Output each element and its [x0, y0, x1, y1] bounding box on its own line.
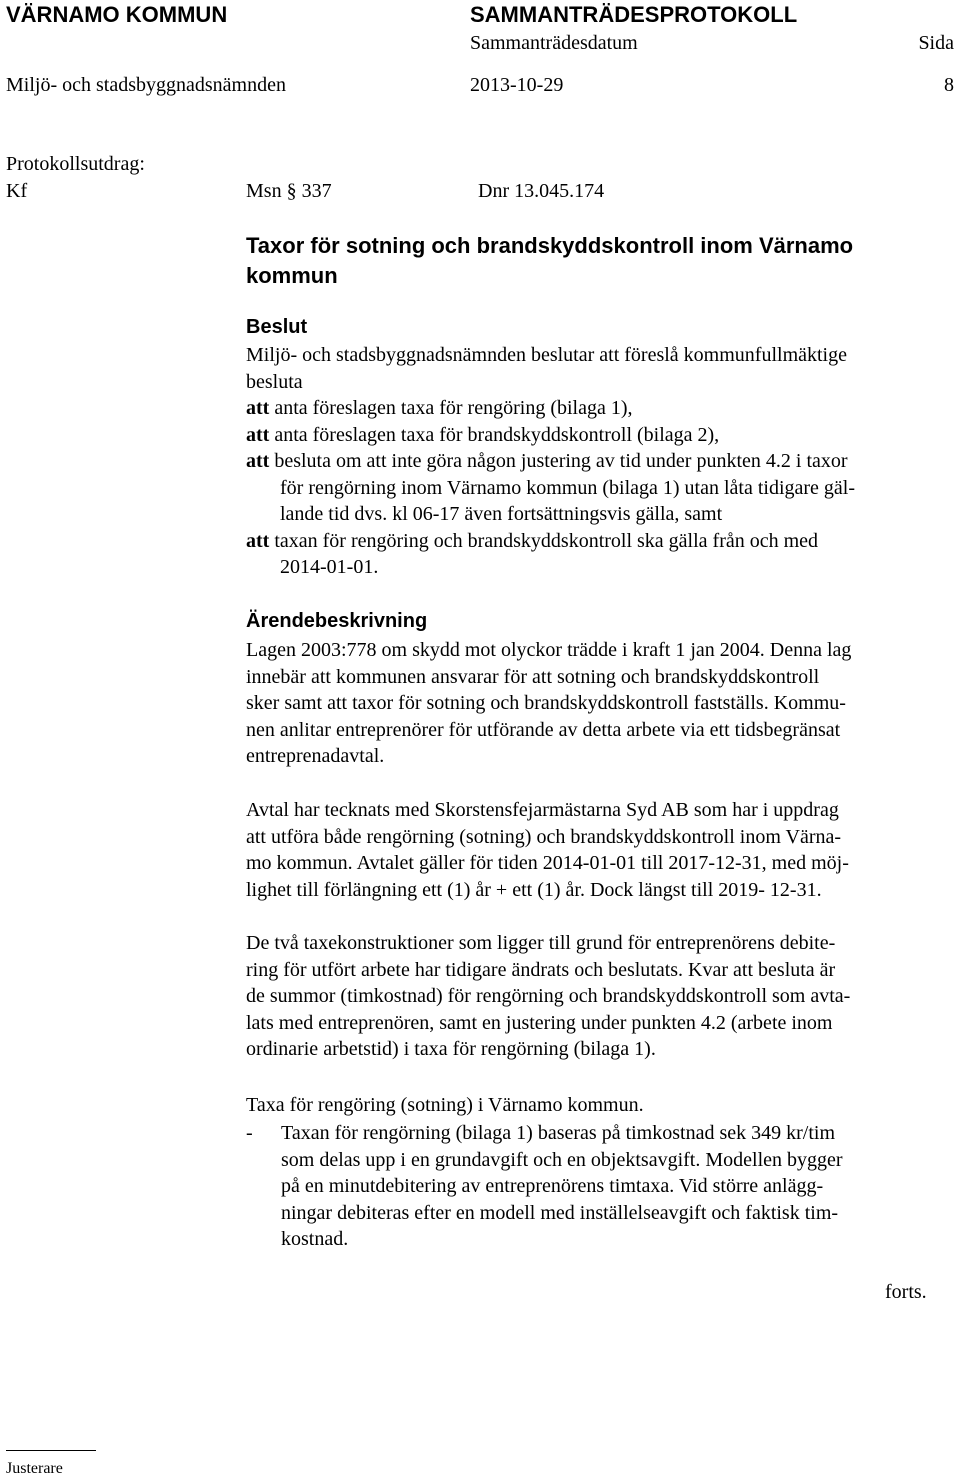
continued-marker: forts. — [885, 1281, 927, 1303]
paragraph-line: ordinarie arbetstid) i taxa för rengörning (bilaga 1). — [246, 1038, 656, 1060]
decision-item-text: taxan för rengöring och brandskyddskontroll ska gälla från och med — [274, 529, 819, 552]
footer-divider — [6, 1450, 96, 1451]
paragraph-line: Lagen 2003:778 om skydd mot olyckor trädde i kraft 1 jan 2004. Denna lag — [246, 639, 852, 661]
title-line: kommun — [246, 263, 338, 288]
bullet-line: ningar debiteras efter en modell med inställelseavgift och faktisk tim- — [281, 1201, 839, 1224]
paragraph-line: nen anlitar entreprenörer för utförande av detta arbete via ett tidsbegränsat — [246, 718, 841, 741]
meeting-date: 2013-10-29 — [470, 74, 564, 96]
decision-item-text: för rengörning inom Värnamo kommun (bilaga 1) utan låta tidigare gäl- — [280, 476, 856, 499]
description-paragraph-3 — [246, 930, 956, 1063]
description-paragraph-1 — [246, 637, 956, 770]
title-line: Taxor för sotning och brandskyddskontroll inom Värnamo — [246, 233, 854, 258]
page-label: Sida — [918, 32, 954, 54]
att-keyword: att — [246, 450, 270, 472]
signatures-label: Justerare — [6, 1460, 63, 1477]
att-keyword: att — [246, 529, 270, 552]
decision-intro: besluta — [246, 370, 303, 393]
bullet-line: Taxan för rengörning (bilaga 1) baseras på timkostnad sek 349 kr/tim — [281, 1122, 836, 1144]
paragraph-line: sker samt att taxor för sotning och brandskyddskontroll fastställs. Kommu- — [246, 692, 846, 714]
decision-item-text: anta föreslagen taxa för rengöring (bilaga 1), — [274, 397, 633, 419]
tariff-heading: Taxa för rengöring (sotning) i Värnamo kommun. — [246, 1094, 644, 1116]
decision-heading: Beslut — [246, 316, 308, 338]
extract-label: Protokollsutdrag: — [6, 153, 145, 175]
decision-intro: Miljö- och stadsbyggnadsnämnden beslutar att föreslå kommunfullmäktige — [246, 344, 847, 366]
att-keyword: att — [246, 423, 270, 446]
paragraph-number: Msn § 337 — [246, 180, 332, 202]
bullet-line: som delas upp i en grundavgift och en objektsavgift. Modellen bygger — [281, 1148, 843, 1171]
diary-number: Dnr 13.045.174 — [478, 180, 605, 202]
decision-item — [246, 528, 956, 555]
decision-item-text: lande tid dvs. kl 06-17 även fortsättningsvis gälla, samt — [280, 503, 723, 525]
description-heading: Ärendebeskrivning — [246, 610, 428, 632]
paragraph-line: mo kommun. Avtalet gäller för tiden 2014-01-01 till 2017-12-31, med möj- — [246, 852, 849, 874]
decision-item — [246, 448, 956, 475]
committee-name: Miljö- och stadsbyggnadsnämnden — [6, 74, 286, 96]
paragraph-line: innebär att kommunen ansvarar för att sotning och brandskyddskontroll — [246, 665, 820, 688]
paragraph-line: entreprenadavtal. — [246, 745, 385, 767]
meeting-date-label: Sammanträdesdatum — [470, 32, 638, 54]
bullet-line: kostnad. — [281, 1228, 349, 1250]
paragraph-line: De två taxekonstruktioner som ligger till grund för entreprenörens debite- — [246, 932, 836, 954]
decision-item-text: anta föreslagen taxa för brandskyddskontroll (bilaga 2), — [274, 423, 720, 446]
paragraph-line: lighet till förlängning ett (1) år + ett (1) år. Dock längst till 2019- 12-31. — [246, 878, 822, 901]
organization-name: VÄRNAMO KOMMUN — [6, 2, 228, 27]
page-title — [246, 231, 853, 291]
extract-recipient: Kf — [6, 180, 28, 202]
att-keyword: att — [246, 397, 270, 419]
paragraph-line: de summor (timkostnad) för rengörning och brandskyddskontroll som avta- — [246, 985, 851, 1007]
bullet-line: på en minutdebitering av entreprenörens timtaxa. Vid större anlägg- — [281, 1175, 824, 1197]
decision-item — [246, 422, 956, 449]
paragraph-line: Avtal har tecknats med Skorstensfejarmästarna Syd AB som har i uppdrag — [246, 799, 839, 821]
decision-block — [246, 342, 956, 581]
paragraph-line: att utföra både rengörning (sotning) och brandskyddskontroll inom Värna- — [246, 825, 842, 848]
page-number: 8 — [944, 74, 954, 96]
decision-item-text: 2014-01-01. — [280, 556, 379, 578]
bullet-marker: - — [246, 1122, 253, 1144]
decision-item — [246, 395, 956, 422]
paragraph-line: lats med entreprenören, samt en justering under punkten 4.2 (arbete inom — [246, 1011, 833, 1034]
decision-item-text: besluta om att inte göra någon justering av tid under punkten 4.2 i taxor — [274, 450, 848, 472]
description-paragraph-2 — [246, 797, 956, 903]
paragraph-line: ring för utfört arbete har tidigare ändrats och beslutats. Kvar att besluta är — [246, 958, 836, 981]
tariff-bullet — [281, 1120, 956, 1253]
document-type: SAMMANTRÄDESPROTOKOLL — [470, 2, 798, 27]
